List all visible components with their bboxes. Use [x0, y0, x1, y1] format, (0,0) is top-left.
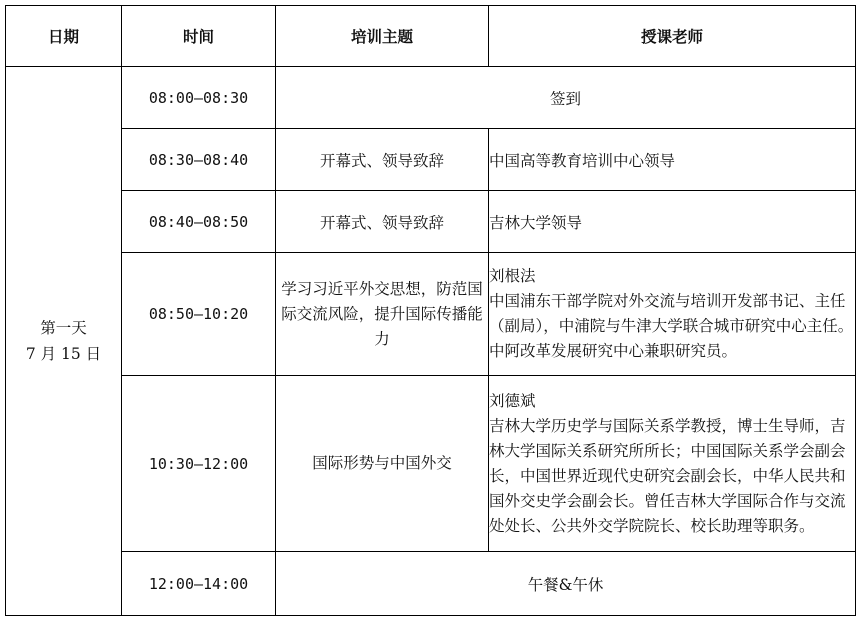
table-row [6, 376, 856, 552]
teacher-cell [489, 253, 856, 376]
teacher-description: 中国浦东干部学院对外交流与培训开发部书记、主任（副局），中浦院与牛津大学联合城市研究中心主任。中阿改革发展研究中心兼职研究员。 [489, 292, 854, 360]
header-topic: 培训主题 [276, 6, 489, 67]
table-row [6, 552, 856, 616]
header-row [6, 6, 856, 67]
header-teacher: 授课老师 [489, 6, 856, 67]
day-label: 第一天 [40, 319, 87, 337]
topic-cell: 国际形势与中国外交 [276, 376, 489, 552]
day-date: 7 月 15 日 [25, 345, 102, 363]
time-cell: 12:00—14:00 [122, 552, 276, 616]
table-row [6, 67, 856, 129]
teacher-cell: 中国高等教育培训中心领导 [489, 129, 856, 191]
time-cell: 08:40—08:50 [122, 191, 276, 253]
time-cell: 08:30—08:40 [122, 129, 276, 191]
time-cell: 08:00—08:30 [122, 67, 276, 129]
topic-cell: 开幕式、领导致辞 [276, 191, 489, 253]
topic-cell: 开幕式、领导致辞 [276, 129, 489, 191]
merged-cell: 签到 [276, 67, 856, 129]
header-date: 日期 [6, 6, 122, 67]
table-row [6, 129, 856, 191]
teacher-name: 刘德斌 [489, 391, 536, 410]
time-cell: 10:30—12:00 [122, 376, 276, 552]
schedule-table [5, 5, 856, 616]
merged-cell: 午餐&午休 [276, 552, 856, 616]
teacher-name: 刘根法 [489, 267, 536, 285]
table-row [6, 191, 856, 253]
header-time: 时间 [122, 6, 276, 67]
time-cell: 08:50—10:20 [122, 253, 276, 376]
teacher-cell: 吉林大学领导 [489, 191, 856, 253]
topic-cell: 学习习近平外交思想，防范国际交流风险，提升国际传播能力 [276, 253, 489, 376]
table-row [6, 253, 856, 376]
teacher-cell [489, 376, 856, 552]
date-cell [6, 67, 122, 616]
teacher-description: 吉林大学历史学与国际关系学教授，博士生导师，吉林大学国际关系研究所所长；中国国际关系学会副会长，中国世界近现代史研究会副会长，中华人民共和国外交史学会副会长。曾任吉林大学国际合作与交流处处长、公共外交学院院长、校长助理等职务。 [489, 416, 846, 535]
